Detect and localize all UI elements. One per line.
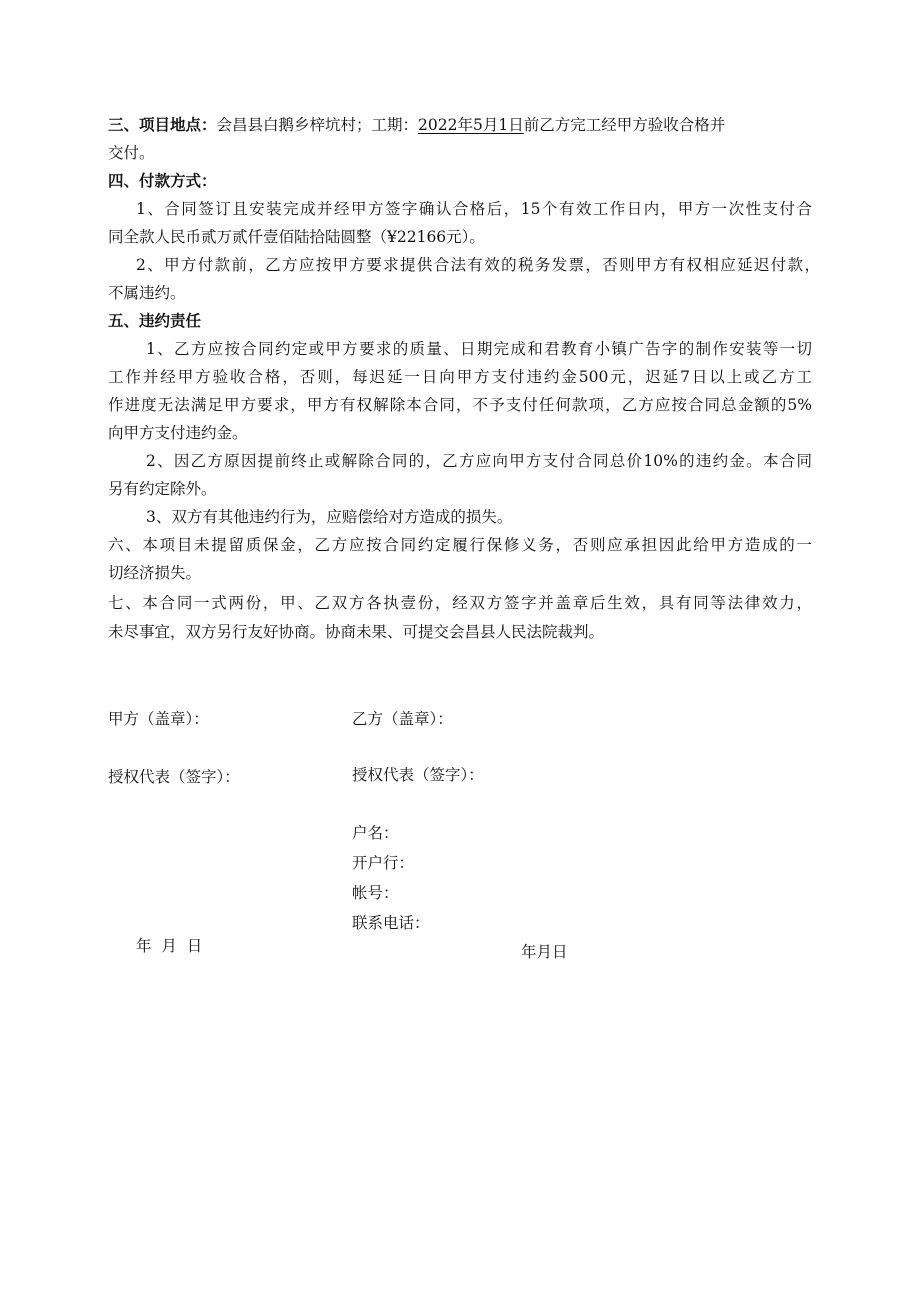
section-3-line-2: 交付。 (108, 144, 155, 162)
breach-item-1-line-4: 向甲方支付违约金。 (108, 424, 248, 442)
party-b-seal-label: 乙方（盖章）： (352, 710, 453, 728)
project-location: 会昌县白鹅乡梓坑村；工期： (216, 116, 419, 134)
breach-item-1-line-1: 1、乙方应按合同约定或甲方要求的质量、日期完成和君教育小镇广告字的制作安装等一切 (146, 340, 812, 358)
party-a-date: 年 月 日 (136, 937, 203, 955)
payment-item-1-line-1: 1、合同签订且安装完成并经甲方签字确认合格后，15个有效工作日内，甲方一次性支付合 (136, 200, 812, 218)
party-b-date: 年月日 (521, 943, 568, 961)
party-a-representative-label: 授权代表（签字）： (108, 768, 240, 786)
party-b-representative-label: 授权代表（签字）： (352, 766, 484, 784)
breach-item-2-line-1: 2、因乙方原因提前终止或解除合同的，乙方应向甲方支付合同总价10%的违约金。本合同 (146, 452, 812, 470)
phone-label: 联系电话： (352, 914, 430, 932)
payment-item-2-line-1: 2、甲方付款前，乙方应按甲方要求提供合法有效的税务发票，否则甲方有权相应延迟付款， (136, 256, 820, 274)
account-name-label: 户名： (352, 824, 399, 842)
party-a-seal-label: 甲方（盖章）： (108, 710, 209, 728)
breach-item-1-line-3: 作进度无法满足甲方要求，甲方有权解除本合同，不予支付任何款项，乙方应按合同总金额的5% (108, 396, 812, 414)
bank-label: 开户行： (352, 854, 415, 872)
section-3-line-1-rest: 前乙方完工经甲方验收合格并 (523, 116, 726, 134)
section-6-line-1: 六、本项目未提留质保金，乙方应按合同约定履行保修义务，否则应承担因此给甲方造成的一 (108, 536, 812, 554)
section-3-heading: 三、项目地点： (108, 116, 217, 134)
breach-item-1-line-2: 工作并经甲方验收合格，否则，每迟延一日向甲方支付违约金500元，迟延7日以上或乙方工 (108, 368, 812, 386)
section-4-heading: 四、付款方式： (108, 172, 217, 190)
section-6-line-2: 切经济损失。 (108, 564, 202, 582)
completion-deadline: 2022年5月1日 (418, 116, 524, 134)
payment-item-2-line-2: 不属违约。 (108, 284, 186, 302)
section-3-line-1 (108, 115, 725, 135)
account-number-label: 帐号： (352, 884, 399, 902)
section-7-line-2: 未尽事宜，双方另行友好协商。协商未果、可提交会昌县人民法院裁判。 (108, 623, 605, 641)
breach-item-3: 3、双方有其他违约行为，应赔偿给对方造成的损失。 (146, 508, 513, 526)
section-5-heading: 五、违约责任 (108, 312, 202, 330)
section-7-line-1: 七、本合同一式两份，甲、乙双方各执壹份，经双方签字并盖章后生效，具有同等法律效力， (108, 594, 812, 612)
breach-item-2-line-2: 另有约定除外。 (108, 480, 217, 498)
payment-item-1-line-2: 同全款人民币贰万贰仟壹佰陆拾陆圆整（¥22166元）。 (108, 228, 485, 246)
